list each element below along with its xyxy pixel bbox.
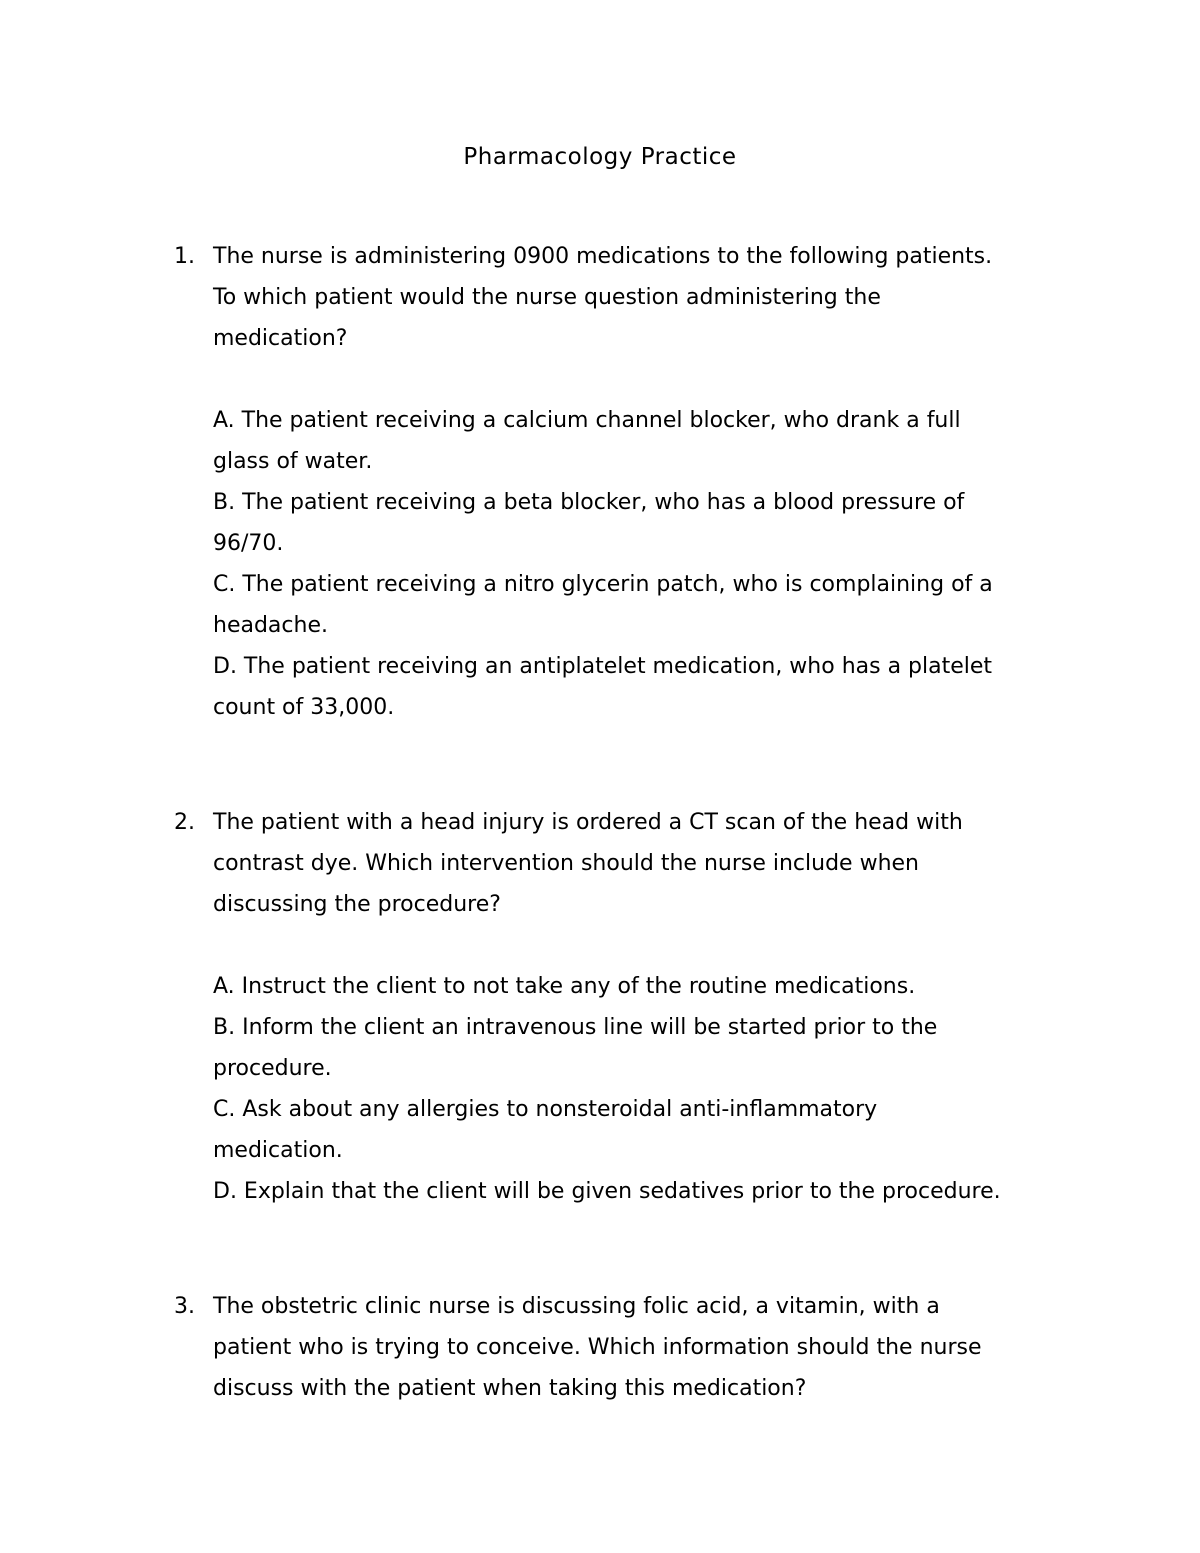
answer-option-line: D. Explain that the client will be given sedatives prior to the procedure. (213, 1179, 1001, 1204)
question-body (213, 802, 1073, 1212)
question-stem-line: patient who is trying to conceive. Which information should the nurse (213, 1335, 982, 1360)
answer-option-line: A. Instruct the client to not take any of the routine medications. (213, 974, 916, 999)
answer-option-line: medication. (213, 1138, 343, 1163)
answer-option-line: B. The patient receiving a beta blocker, who has a blood pressure of (213, 490, 965, 515)
question-stem-line: discuss with the patient when taking this medication? (213, 1376, 807, 1401)
answer-option-line: procedure. (213, 1056, 332, 1081)
question-stem-line: The nurse is administering 0900 medications to the following patients. (213, 244, 993, 269)
question-body (213, 1286, 1073, 1409)
answer-option-line: C. Ask about any allergies to nonsteroidal anti-inflammatory (213, 1097, 878, 1122)
question-number: 3. (174, 1294, 195, 1319)
question-body (213, 236, 1073, 728)
answer-option-line: B. Inform the client an intravenous line will be started prior to the (213, 1015, 938, 1040)
question-stem-line: medication? (213, 326, 348, 351)
answer-option-line: D. The patient receiving an antiplatelet medication, who has a platelet (213, 654, 993, 679)
question-stem-line: To which patient would the nurse question administering the (213, 285, 881, 310)
question-stem-line: The obstetric clinic nurse is discussing folic acid, a vitamin, with a (213, 1294, 940, 1319)
answer-option-line: headache. (213, 613, 328, 638)
question-stem-line: discussing the procedure? (213, 892, 501, 917)
question-stem-line: contrast dye. Which intervention should the nurse include when (213, 851, 919, 876)
answer-option-line: 96/70. (213, 531, 284, 556)
question-number: 2. (174, 810, 195, 835)
answer-option-line: A. The patient receiving a calcium channel blocker, who drank a full (213, 408, 961, 433)
answer-option-line: count of 33,000. (213, 695, 395, 720)
answer-option-line: C. The patient receiving a nitro glycerin patch, who is complaining of a (213, 572, 993, 597)
answer-option-line: glass of water. (213, 449, 373, 474)
question-stem-line: The patient with a head injury is ordered a CT scan of the head with (213, 810, 963, 835)
question-number: 1. (174, 244, 195, 269)
page-title: Pharmacology Practice (463, 144, 737, 170)
